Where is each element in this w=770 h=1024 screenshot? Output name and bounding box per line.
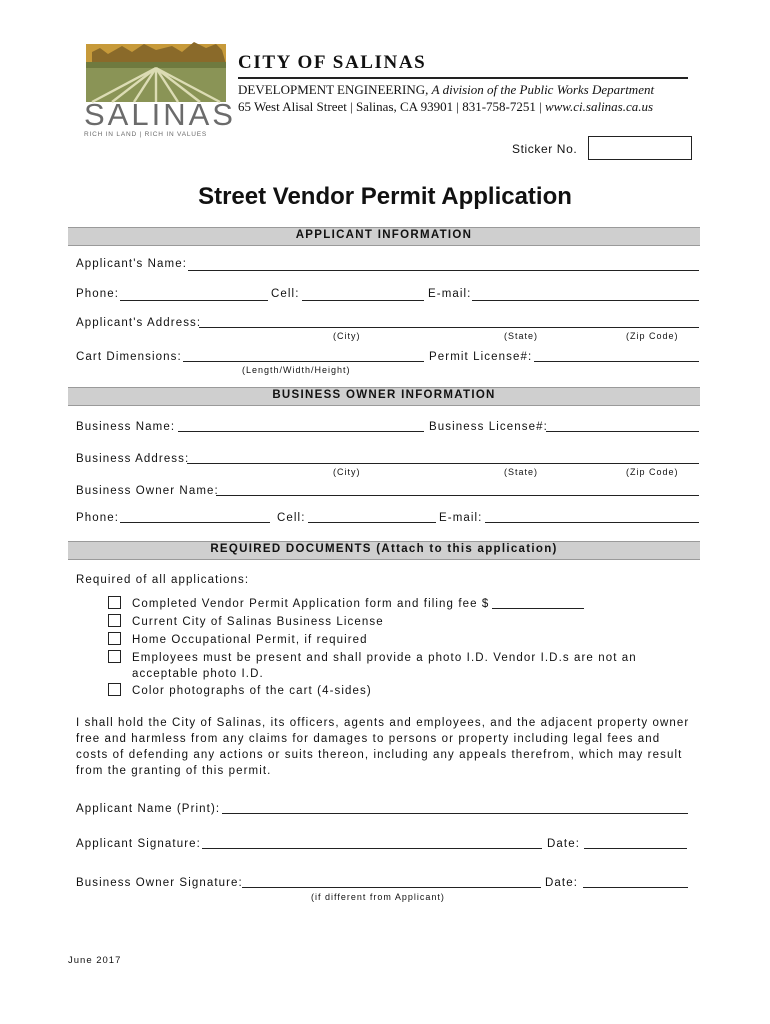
liability-line-3: costs of defending any actions or suits thereon, including any appeals therefrom, which may result [76, 749, 683, 761]
document-item-1: Completed Vendor Permit Application form and filing fee $ [132, 598, 490, 610]
owner-phone-field[interactable] [120, 522, 270, 523]
owner-email-field[interactable] [485, 522, 699, 523]
documents-heading: REQUIRED DOCUMENTS (Attach to this application) [210, 543, 558, 555]
applicant-city-hint: (City) [333, 331, 361, 341]
department-division: A division of the Public Works Department [431, 82, 655, 97]
liability-line-4: from the granting of this permit. [76, 765, 272, 777]
business-city-hint: (City) [333, 467, 361, 477]
owner-signature-label: Business Owner Signature: [76, 877, 243, 889]
owner-email-label: E-mail: [439, 512, 483, 524]
applicant-date-field[interactable] [584, 848, 687, 849]
owner-cell-field[interactable] [308, 522, 436, 523]
logo-word: SALINAS [84, 97, 236, 132]
document-item-2: Current City of Salinas Business License [132, 616, 384, 628]
owner-cell-label: Cell: [277, 512, 306, 524]
department-line [238, 82, 654, 98]
business-state-hint: (State) [504, 467, 539, 477]
owner-signature-field[interactable] [242, 887, 541, 888]
owner-section-header [68, 387, 700, 406]
business-license-label: Business License#: [429, 421, 548, 433]
applicant-cell-label: Cell: [271, 288, 300, 300]
business-zip-hint: (Zip Code) [626, 467, 679, 477]
applicant-email-field[interactable] [472, 300, 699, 301]
liability-line-1: I shall hold the City of Salinas, its officers, agents and employees, and the adjacent property owner [76, 717, 690, 729]
cart-dimensions-hint: (Length/Width/Height) [242, 365, 351, 375]
documents-intro: Required of all applications: [76, 574, 250, 586]
owner-date-field[interactable] [583, 887, 688, 888]
office-address: 65 West Alisal Street | Salinas, CA 93901 | 831-758-7251 | [238, 99, 542, 114]
owner-signature-hint: (if different from Applicant) [311, 892, 445, 902]
applicant-section-header [68, 227, 700, 246]
applicant-heading: APPLICANT INFORMATION [295, 229, 473, 241]
sticker-label: Sticker No. [512, 142, 578, 156]
liability-line-2: free and harmless from any claims for damages to persons or property including legal fees and [76, 733, 661, 745]
document-item-4: Employees must be present and shall provide a photo I.D. Vendor I.D.s are not an [132, 652, 637, 664]
owner-phone-label: Phone: [76, 512, 120, 524]
permit-license-field[interactable] [534, 361, 699, 362]
header-rule [238, 77, 688, 79]
documents-section-header [68, 541, 700, 560]
owner-name-field[interactable] [216, 495, 699, 496]
applicant-email-label: E-mail: [428, 288, 472, 300]
applicant-name-field[interactable] [188, 270, 699, 271]
print-name-field[interactable] [222, 813, 688, 814]
applicant-date-label: Date: [547, 838, 580, 850]
form-title: Street Vendor Permit Application [198, 183, 572, 210]
checkbox-cart-photographs[interactable] [108, 683, 121, 696]
checkbox-business-license[interactable] [108, 614, 121, 627]
document-item-3: Home Occupational Permit, if required [132, 634, 368, 646]
document-item-5: Color photographs of the cart (4-sides) [132, 685, 372, 697]
checkbox-home-occupational-permit[interactable] [108, 632, 121, 645]
permit-license-label: Permit License#: [429, 351, 533, 363]
business-address-label: Business Address: [76, 453, 190, 465]
applicant-zip-hint: (Zip Code) [626, 331, 679, 341]
applicant-address-field[interactable] [199, 327, 699, 328]
business-address-field[interactable] [187, 463, 699, 464]
checkbox-application-form[interactable] [108, 596, 121, 609]
applicant-signature-label: Applicant Signature: [76, 838, 201, 850]
website-link[interactable]: www.ci.salinas.ca.us [544, 99, 654, 114]
city-logo [82, 40, 234, 140]
checkbox-employee-id[interactable] [108, 650, 121, 663]
revision-date: June 2017 [68, 955, 122, 966]
owner-name-label: Business Owner Name: [76, 485, 219, 497]
city-name: CITY OF SALINAS [238, 52, 427, 73]
document-item-4-continued: acceptable photo I.D. [132, 668, 264, 680]
print-name-label: Applicant Name (Print): [76, 803, 221, 815]
address-line [238, 99, 653, 115]
business-license-field[interactable] [546, 431, 699, 432]
applicant-cell-field[interactable] [302, 300, 424, 301]
applicant-address-label: Applicant's Address: [76, 317, 202, 329]
owner-date-label: Date: [545, 877, 578, 889]
applicant-phone-label: Phone: [76, 288, 120, 300]
sticker-number-field[interactable] [588, 136, 692, 160]
department-name: DEVELOPMENT ENGINEERING, [238, 82, 429, 97]
business-name-field[interactable] [178, 431, 424, 432]
cart-dimensions-field[interactable] [183, 361, 424, 362]
applicant-state-hint: (State) [504, 331, 539, 341]
filing-fee-field[interactable] [492, 608, 584, 609]
applicant-name-label: Applicant's Name: [76, 258, 188, 270]
owner-heading: BUSINESS OWNER INFORMATION [272, 389, 496, 401]
applicant-signature-field[interactable] [202, 848, 542, 849]
cart-dimensions-label: Cart Dimensions: [76, 351, 182, 363]
business-name-label: Business Name: [76, 421, 176, 433]
applicant-phone-field[interactable] [120, 300, 268, 301]
logo-tagline: RICH IN LAND | RICH IN VALUES [84, 131, 208, 138]
